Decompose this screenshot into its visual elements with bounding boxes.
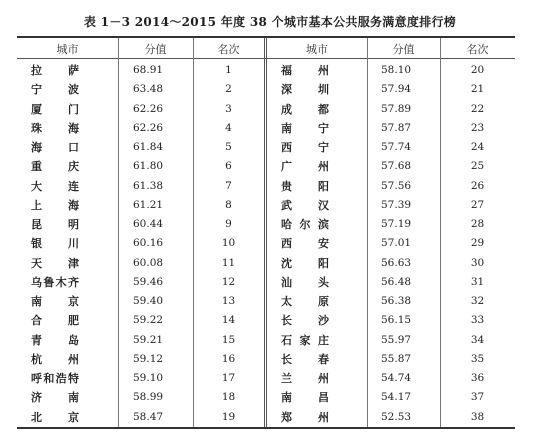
table-row — [17, 254, 515, 273]
score-cell: 59.40 — [133, 295, 164, 307]
score-cell: 57.89 — [381, 102, 412, 115]
score-cell: 60.16 — [133, 237, 164, 250]
rank-cell: 2 — [225, 83, 232, 96]
score-cell: 56.48 — [381, 275, 412, 288]
score-cell: 57.19 — [381, 218, 412, 230]
rank-cell: 31 — [470, 275, 485, 288]
score-cell: 57.39 — [381, 198, 412, 211]
score-cell: 58.10 — [381, 64, 412, 76]
city-cell: 上海 — [31, 198, 79, 212]
score-cell: 61.84 — [133, 141, 164, 153]
city-cell: 成都 — [281, 102, 329, 116]
city-cell: 哈尔滨 — [281, 218, 329, 231]
rank-cell: 9 — [225, 218, 232, 230]
rank-cell: 16 — [221, 352, 236, 365]
rank-cell: 15 — [221, 333, 236, 346]
table-title: 表 1－3 2014～2015 年度 38 个城市基本公共服务满意度排行榜 — [83, 15, 457, 29]
rank-cell: 26 — [470, 179, 485, 192]
city-cell: 厦门 — [31, 102, 79, 116]
rank-cell: 38 — [470, 410, 485, 423]
table-row — [17, 350, 515, 369]
city-cell: 昆明 — [31, 218, 79, 231]
rank-cell: 27 — [470, 198, 485, 211]
score-cell: 59.12 — [133, 352, 164, 365]
table-row — [17, 177, 515, 196]
rank-cell: 19 — [221, 410, 236, 423]
rank-cell: 24 — [470, 141, 485, 153]
city-cell: 南宁 — [281, 121, 329, 135]
rank-cell: 1 — [225, 64, 232, 76]
header-score-left: 分值 — [144, 43, 167, 56]
city-cell: 拉萨 — [31, 64, 79, 77]
city-cell: 海口 — [31, 141, 79, 154]
score-cell: 62.26 — [133, 102, 164, 115]
city-cell: 大连 — [31, 179, 79, 193]
city-cell: 珠海 — [31, 121, 79, 135]
score-cell: 54.74 — [381, 372, 412, 384]
rank-cell: 36 — [470, 372, 485, 384]
rank-cell: 32 — [470, 295, 485, 307]
rank-cell: 13 — [221, 295, 236, 307]
score-cell: 57.01 — [381, 237, 412, 250]
city-cell: 青岛 — [31, 333, 79, 347]
score-cell: 61.38 — [133, 179, 164, 192]
city-cell: 福州 — [281, 64, 329, 77]
rank-cell: 4 — [225, 121, 232, 134]
city-cell: 武汉 — [281, 198, 329, 212]
rank-cell: 34 — [470, 333, 485, 346]
score-cell: 59.10 — [133, 372, 164, 384]
city-cell: 长沙 — [281, 314, 329, 328]
score-cell: 57.68 — [381, 160, 412, 173]
score-cell: 56.63 — [381, 256, 412, 269]
score-cell: 60.44 — [133, 218, 164, 230]
table-row — [17, 388, 515, 407]
city-cell: 天津 — [31, 256, 79, 270]
table-row — [17, 369, 515, 388]
rank-cell: 12 — [221, 275, 236, 288]
rank-cell: 11 — [221, 256, 236, 269]
city-cell: 呼和浩特 — [31, 372, 79, 385]
city-cell: 深圳 — [281, 83, 329, 97]
rank-cell: 28 — [470, 218, 485, 230]
score-cell: 59.21 — [133, 333, 164, 346]
city-cell: 北京 — [31, 410, 79, 424]
score-cell: 52.53 — [381, 410, 412, 423]
score-cell: 68.91 — [133, 64, 164, 76]
city-cell: 太原 — [281, 295, 329, 308]
city-cell: 重庆 — [31, 160, 79, 174]
rank-cell: 29 — [470, 237, 485, 250]
rank-cell: 14 — [221, 314, 236, 327]
header-city-right: 城市 — [306, 43, 328, 56]
rank-cell: 25 — [470, 160, 485, 173]
score-cell: 57.87 — [381, 121, 412, 134]
score-cell: 58.99 — [133, 391, 164, 404]
rank-cell: 18 — [221, 391, 236, 404]
rank-cell: 33 — [470, 314, 485, 327]
table-row — [17, 80, 515, 99]
table-row — [17, 408, 515, 427]
table-row — [17, 215, 515, 234]
city-cell: 乌鲁木齐 — [31, 275, 79, 289]
table-row — [17, 311, 515, 330]
score-cell: 62.26 — [133, 121, 164, 134]
table-row — [17, 61, 515, 80]
header-rank-right: 名次 — [466, 43, 489, 56]
table-row — [17, 273, 515, 292]
score-cell: 55.97 — [381, 333, 412, 346]
table-row — [17, 138, 515, 157]
score-cell: 60.08 — [133, 256, 164, 269]
city-cell: 济南 — [31, 391, 79, 405]
score-cell: 59.46 — [133, 275, 164, 288]
score-cell: 56.38 — [381, 295, 412, 307]
score-cell: 57.74 — [381, 141, 412, 153]
table-row — [17, 100, 515, 119]
rank-cell: 37 — [470, 391, 485, 404]
score-cell: 57.94 — [381, 83, 412, 96]
city-cell: 长春 — [281, 352, 329, 366]
rank-cell: 3 — [225, 102, 232, 115]
city-cell: 南京 — [31, 295, 79, 308]
table-row — [17, 119, 515, 138]
city-cell: 石家庄 — [281, 333, 329, 347]
score-cell: 61.80 — [133, 160, 164, 173]
rank-cell: 35 — [470, 352, 485, 365]
header-score-right: 分值 — [392, 43, 415, 56]
table-row — [17, 157, 515, 176]
table-row — [17, 196, 515, 215]
rank-cell: 22 — [470, 102, 485, 115]
city-cell: 沈阳 — [281, 256, 329, 270]
rank-cell: 5 — [225, 141, 232, 153]
table-row — [17, 331, 515, 350]
city-cell: 西宁 — [281, 141, 329, 154]
table-row — [17, 234, 515, 253]
score-cell: 63.48 — [133, 83, 164, 96]
score-cell: 56.15 — [381, 314, 412, 327]
city-cell: 南昌 — [281, 391, 329, 405]
rank-cell: 23 — [470, 121, 485, 134]
rank-cell: 21 — [470, 83, 485, 96]
rank-cell: 30 — [470, 256, 485, 269]
score-cell: 58.47 — [133, 410, 164, 423]
rank-cell: 20 — [470, 64, 485, 76]
rank-cell: 8 — [225, 198, 232, 211]
rank-cell: 17 — [221, 372, 236, 384]
score-cell: 59.22 — [133, 314, 164, 327]
header-city-left: 城市 — [56, 43, 79, 56]
score-cell: 55.87 — [381, 352, 412, 365]
bottom-rule — [17, 427, 515, 429]
city-cell: 兰州 — [281, 372, 329, 385]
header-rank-left: 名次 — [217, 43, 240, 56]
city-cell: 银川 — [31, 237, 79, 251]
rank-cell: 7 — [225, 179, 232, 192]
city-cell: 汕头 — [281, 275, 329, 289]
table-row — [17, 292, 515, 311]
score-cell: 54.17 — [381, 391, 412, 404]
city-cell: 合肥 — [31, 314, 79, 328]
city-cell: 宁波 — [31, 83, 79, 97]
rank-cell: 10 — [221, 237, 236, 250]
score-cell: 57.56 — [381, 179, 412, 192]
city-cell: 杭州 — [31, 352, 79, 366]
city-cell: 西安 — [281, 237, 329, 251]
city-cell: 贵阳 — [281, 179, 329, 193]
city-cell: 郑州 — [281, 410, 329, 424]
rank-cell: 6 — [225, 160, 232, 173]
score-cell: 61.21 — [133, 198, 164, 211]
city-cell: 广州 — [281, 160, 329, 174]
